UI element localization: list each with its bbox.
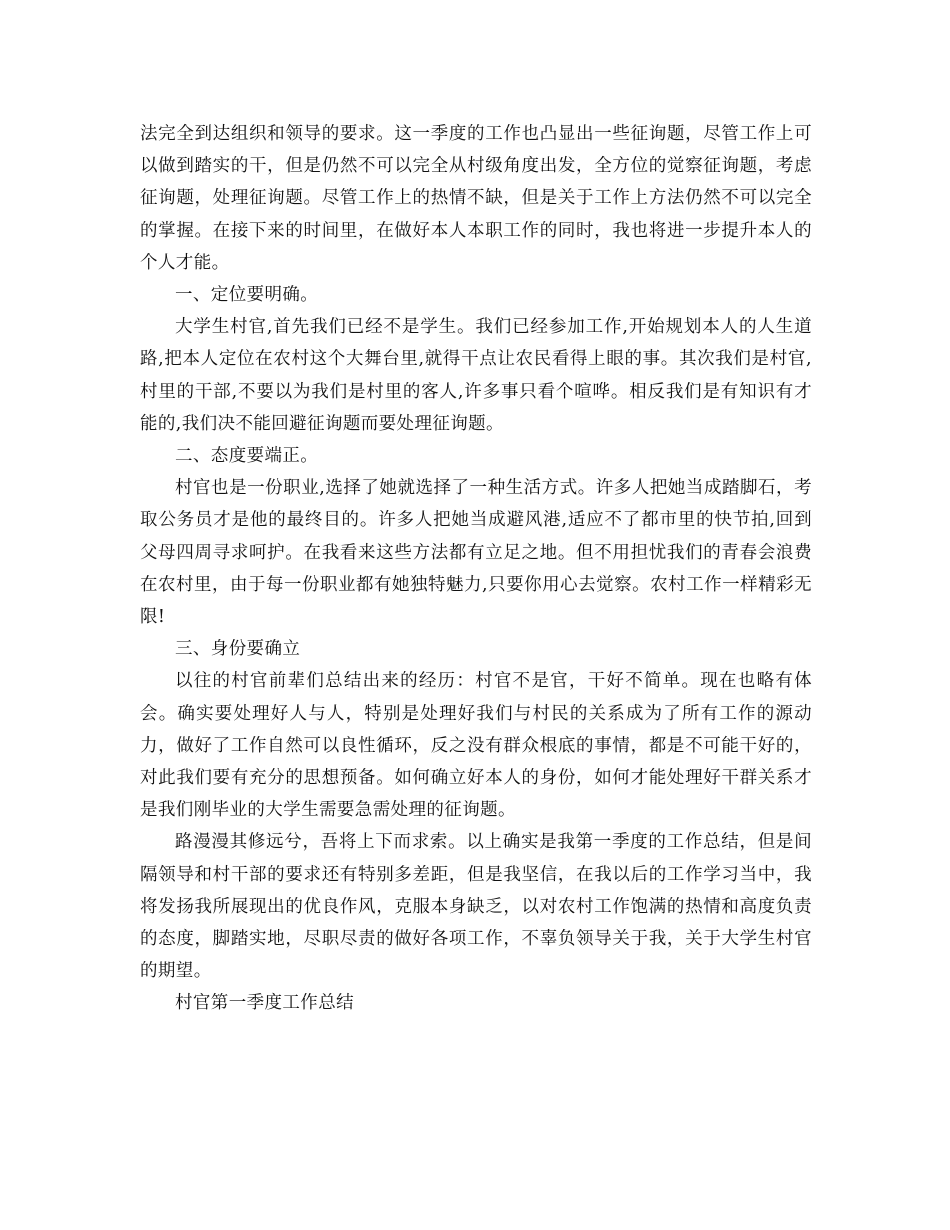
paragraph-identity: 以往的村官前辈们总结出来的经历：村官不是官，干好不简单。现在也略有体会。确实要处理好人与人，特别是处理好我们与村民的关系成为了所有工作的源动力，做好了工作自然可以良性循环，反之没有群众根底的事情，都是不可能干好的，对此我们要有充分的思想预备。如何确立好本人的身份，如何才能处理好干群关系才是我们刚毕业的大学生需要急需处理的征询题。 xyxy=(140,671,812,821)
document-body xyxy=(140,118,812,1020)
section-heading-positioning: 一、定位要明确。 xyxy=(175,285,319,306)
closing-title: 村官第一季度工作总结 xyxy=(175,993,354,1014)
section-heading-attitude: 二、态度要端正。 xyxy=(175,446,319,467)
paragraph-conclusion: 路漫漫其修远兮，吾将上下而求索。以上确实是我第一季度的工作总结，但是间隔领导和村干部的要求还有特别多差距，但是我坚信，在我以后的工作学习当中，我将发扬我所展现出的优良作风，克服本身缺乏，以对农村工作饱满的热情和高度负责的态度，脚踏实地，尽职尽责的做好各项工作，不辜负领导关于我，关于大学生村官的期望。 xyxy=(140,832,812,982)
section-heading-identity: 三、身份要确立 xyxy=(175,639,301,660)
paragraph-positioning: 大学生村官,首先我们已经不是学生。我们已经参加工作,开始规划本人的人生道路,把本人定位在农村这个大舞台里,就得干点让农民看得上眼的事。其次我们是村官,村里的干部,不要以为我们是村里的客人,许多事只看个喧哗。相反我们是有知识有才能的,我们决不能回避征询题而要处理征询题。 xyxy=(140,317,812,434)
paragraph-continuation: 法完全到达组织和领导的要求。这一季度的工作也凸显出一些征询题，尽管工作上可以做到踏实的干，但是仍然不可以完全从村级角度出发，全方位的觉察征询题，考虑征询题，处理征询题。尽管工作上的热情不缺，但是关于工作上方法仍然不可以完全的掌握。在接下来的时间里，在做好本人本职工作的同时，我也将进一步提升本人的个人才能。 xyxy=(140,124,812,273)
paragraph-attitude: 村官也是一份职业,选择了她就选择了一种生活方式。许多人把她当成踏脚石，考取公务员才是他的最终目的。许多人把她当成避风港,适应不了都市里的快节拍,回到父母四周寻求呵护。在我看来这些方法都有立足之地。但不用担忧我们的青春会浪费在农村里，由于每一份职业都有她独特魅力,只要你用心去觉察。农村工作一样精彩无限! xyxy=(140,478,812,628)
